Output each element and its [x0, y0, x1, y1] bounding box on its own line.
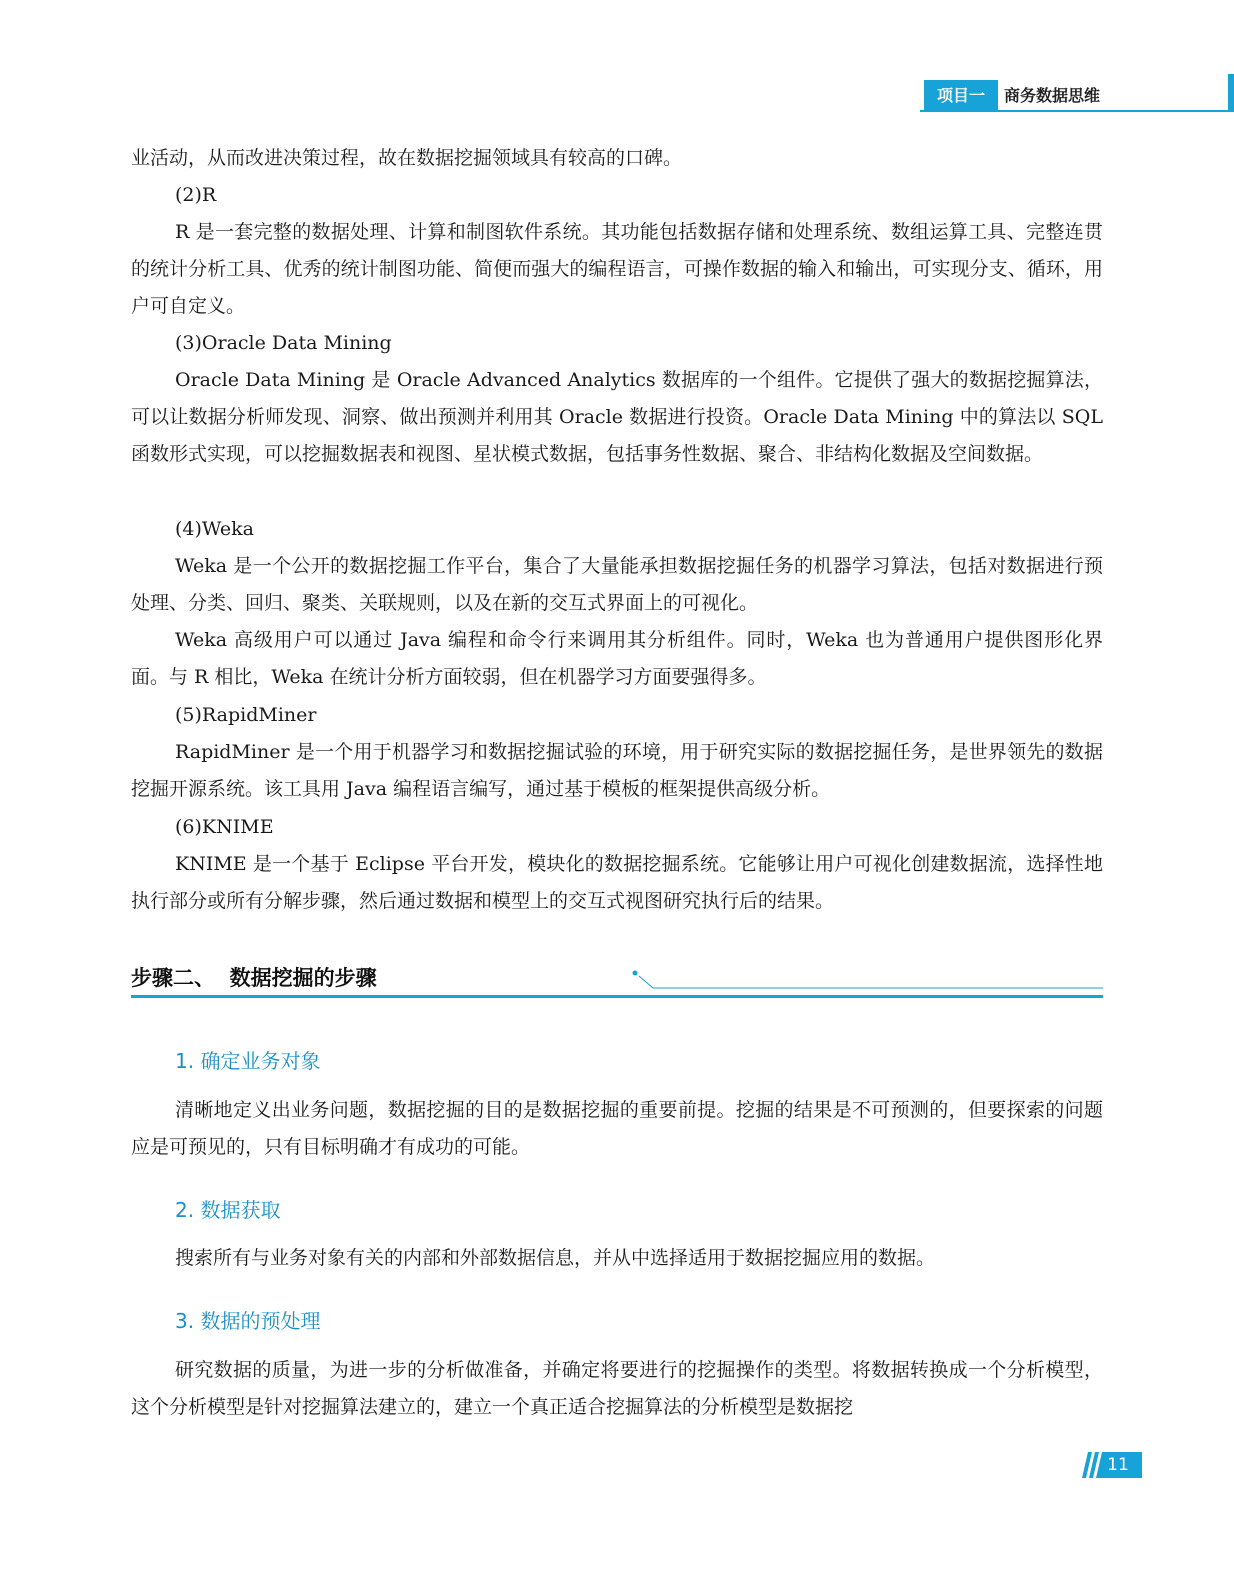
item-heading-rapidminer: (5)RapidMiner [175, 704, 317, 726]
chapter-title: 商务数据思维 [1004, 86, 1101, 105]
subheading-3: 3. 数据的预处理 [175, 1309, 321, 1333]
section-rule-thin [639, 976, 1103, 988]
paragraph-continuation: 业活动，从而改进决策过程，故在数据挖掘领域具有较高的口碑。 [131, 147, 683, 169]
header-rule [920, 110, 1234, 112]
paragraph-step-1: 清晰地定义出业务问题，数据挖掘的目的是数据挖掘的重要前提。挖掘的结果是不可预测的，但要探索的问题应是可预见的，只有目标明确才有成功的可能。 [131, 1099, 1103, 1158]
paragraph-weka-2: Weka 高级用户可以通过 Java 编程和命令行来调用其分析组件。同时，Weka 也为普通用户提供图形化界面。与 R 相比，Weka 在统计分析方面较弱，但在机器学习方面要强得多。 [131, 629, 1103, 688]
paragraph-rapidminer: RapidMiner 是一个用于机器学习和数据挖掘试验的环境，用于研究实际的数据挖掘任务，是世界领先的数据挖掘开源系统。该工具用 Java 编程语言编写，通过基于模板的框架提供高级分析。 [131, 741, 1103, 800]
subheading-1: 1. 确定业务对象 [175, 1049, 321, 1073]
paragraph-knime: KNIME 是一个基于 Eclipse 平台开发，模块化的数据挖掘系统。它能够让用户可视化创建数据流，选择性地执行部分或所有分解步骤，然后通过数据和模型上的交互式视图研究执行后的结果。 [131, 853, 1103, 912]
section-rule-dot [633, 971, 638, 976]
page-number: 11 [1107, 1455, 1129, 1475]
item-heading-weka: (4)Weka [175, 518, 254, 540]
section-rule-thick [131, 995, 1103, 998]
paragraph-step-2: 搜索所有与业务对象有关的内部和外部数据信息，并从中选择适用于数据挖掘应用的数据。 [175, 1247, 936, 1269]
section-heading: 步骤二、 数据挖掘的步骤 [131, 966, 377, 990]
paragraph-step-3: 研究数据的质量，为进一步的分析做准备，并确定将要进行的挖掘操作的类型。将数据转换成一个分析模型，这个分析模型是针对挖掘算法建立的，建立一个真正适合挖掘算法的分析模型是数据挖 [131, 1359, 1103, 1418]
paragraph-weka-1: Weka 是一个公开的数据挖掘工作平台，集合了大量能承担数据挖掘任务的机器学习算法，包括对数据进行预处理、分类、回归、聚类、关联规则，以及在新的交互式界面上的可视化。 [131, 555, 1103, 614]
paragraph-r: R 是一套完整的数据处理、计算和制图软件系统。其功能包括数据存储和处理系统、数组运算工具、完整连贯的统计分析工具、优秀的统计制图功能、简便而强大的编程语言，可操作数据的输入和输出，可实现分支、循环，用户可自定义。 [131, 221, 1103, 317]
paragraph-oracle: Oracle Data Mining 是 Oracle Advanced Analytics 数据库的一个组件。它提供了强大的数据挖掘算法，可以让数据分析师发现、洞察、做出预测并利用其 Oracle 数据进行投资。Oracle Data Mining 中的算法以 SQL 函数形式实现，可以挖掘数据表和视图、星状模式数据，包括事务性数据、聚合、非结构化数据及空间数据。 [131, 369, 1103, 465]
item-heading-r: (2)R [175, 184, 217, 206]
item-heading-knime: (6)KNIME [175, 816, 274, 838]
item-heading-oracle: (3)Oracle Data Mining [175, 332, 392, 354]
header-accent-bar [1228, 74, 1234, 112]
section-heading-rule [131, 968, 1103, 1002]
chapter-tab: 项目一 [924, 80, 998, 112]
subheading-2: 2. 数据获取 [175, 1198, 281, 1222]
